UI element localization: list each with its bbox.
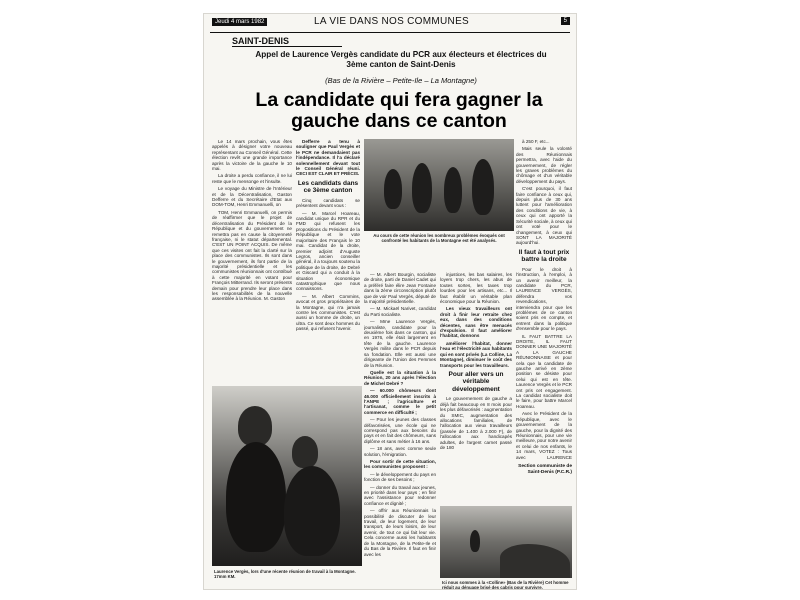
paragraph: — donner du travail aux jeunes, en priorité dans leur pays ; en finir avec l'assistance pour redonner confiance et dignité ; — [364, 484, 436, 506]
figure-silhouette — [226, 442, 286, 552]
newspaper-page — [203, 13, 577, 590]
paragraph: Pour sortir de cette situation, les communistes proposent : — [364, 459, 436, 470]
figure-silhouette — [412, 163, 432, 213]
paragraph: TOM, Henri Emmanuelli, on permis de réaffirmer que le projet de décentralisation du Président de la République et du gouvernement ne remettra pas en cause la citoyenneté française, ni le statut départemental. C'EST UN POINT ACQUIS. De même que ces visites ont fait la clarté sur la place des communistes. Ils sont dans le gouvernement, ils font partie de la majorité présidentielle et les communistes réunionnais ont contribué à cette majorité en votant pour François Mitterrand. Ils seront présents demain pour prendre leur place dans les responsabilités de la nouvelle assemblée à la Réunion. M. Gaston — [212, 209, 292, 302]
figure-silhouette — [472, 159, 494, 215]
paragraph: La droite a perdu confiance, il ne lui reste que le mensonge et l'insulte. — [212, 173, 292, 184]
paragraph: Mais seule la volonté des Réunionnais permettra, avec l'aide du gouvernement, de régler les graves problèmes du chômage et d'un véritable développement du pays. — [516, 146, 572, 184]
figure-silhouette — [444, 167, 462, 213]
figure-silhouette — [384, 169, 402, 209]
article-signature: Section communiste de Saint-Denis (P.C.R.) — [518, 464, 572, 475]
photo-caption: Au cours de cette réunion les nombreux problèmes évoqués ont confronté les habitants de la Montagne est été analysés. — [373, 233, 505, 243]
figure-silhouette — [470, 530, 480, 552]
paragraph: Quelle est la situation à la Réunion, 20 ans après l'élection de Michel Debré ? — [364, 369, 436, 386]
photo-caption: Ici nous sommes à la «Colline» (Bas de la Rivière) Cet homme réduit au dénuage brisé des cabris pour survivre. — [442, 580, 569, 590]
subhead-battre-droite: Il faut à tout prix battre la droite — [518, 248, 570, 264]
paragraph: Le gouvernement de gauche a déjà fait beaucoup en 8 mois pour les plus défavorisés : augmentation du SMIC, augmentation des allocations familiales, de l'allocation aux vieux travailleurs (passée de 1.400 à 2.000 F), de l'allocation aux handicapés adultes, de l'argent carnet passé de 180 — [440, 396, 512, 451]
paragraph: — offrir aux Réunionnais la possibilité de discuter de leur travail, de leur logement, de leur transport, de leurs loisirs, de leur avenir, de tout ce qui fait leur vie. Cela concerne aussi les habitants de la Montagne, de la Petite-Ile et du Bas de la Rivière. Il faut en finir avec les — [364, 508, 436, 557]
section-label: SAINT-DENIS — [232, 36, 290, 46]
paragraph: — 18 ans, avec comme seule solution, l'émigration. — [364, 446, 436, 457]
figure-silhouette — [284, 466, 340, 556]
photo-colline-landscape — [440, 506, 572, 578]
article-headline: La candidate qui fera gagner la gauche dans ce canton — [255, 89, 543, 132]
paragraph: améliorer l'habitat, donner l'eau et l'électricité aux habitants qui en sont privés (La Colline, La Montagne), diminuer le coût des transports pour les travailleurs. — [440, 340, 512, 368]
paragraph: — 60.000 chômeurs dont 46.000 officiellement inscrits à l'ANPE ; l'agriculture et l'artisanat, comme le petit commerce en difficulté ; — [364, 388, 436, 415]
paragraph: Le voyage du Ministre de l'Intérieur et de la Décentralisation, Gaston Defferre et du Secrétaire d'Etat aux DOM-TOM, Henri Emmanuelli, on — [212, 186, 292, 208]
subhead-development: Pour aller vers un véritable développement — [448, 370, 504, 393]
article-subkicker: (Bas de la Rivière – Petite-Ile – La Montagne) — [325, 76, 477, 85]
paragraph: C'est pourquoi, il faut faire confiance à ceux qui, depuis plus de 30 ans luttent pour l'amélioration des conditions de vie, à ceux qui ont apporté la Sécurité sociale, à ceux qui ont voté pour le changement, à ceux qui SONT LA MAJORITÉ aujourd'hui. — [516, 186, 572, 246]
rock-silhouette — [500, 544, 570, 578]
figure-silhouette — [292, 436, 318, 468]
subhead-candidates: Les candidats dans ce 3ème canton — [297, 179, 359, 195]
paragraph: — le développement du pays en fonction de ses besoins ; — [364, 471, 436, 483]
photo-caption: Laurence Vergès, lors d'une récente réunion de travail à la Montagne. 17mm KM. — [214, 569, 356, 579]
paragraph: IL FAUT BATTRE LA DROITE, IL FAUT DONNER UNE MAJORITÉ A LA GAUCHE RÉUNIONNAISE et pour cela que la candidate de gauche arrivé en 2ème position se désiste pour celui qui est en tête. Laurence Vergès et le PCR ont pris cet engagement. La candidat socialiste doit le faire, pour battre Marcel Hoareau. — [516, 333, 572, 409]
paragraph: — Pour les jeunes des classes défavorisées, une école qui ne correspond pas aux besoins du pays et en fait des chômeurs, sans diplôme et sans métier à 16 ans. — [364, 417, 436, 444]
paragraph: à 250 F, etc... — [522, 139, 550, 144]
paragraph: Avec le Président de la République, avec le gouvernement de la gauche, pour la dignité des Réunionnais, pour une vie meilleure, pour notre avenir et celui de nos enfants, le 14 mars, VOTEZ : Tous avec LAURENCE — [516, 411, 572, 459]
page-number: 5 — [561, 17, 570, 25]
paragraph: Le 14 mars prochain, vous êtes appelés à désigner votre nouveau représentant au Conseil Général. Cette élection revêt une grande importance après la victoire de la gauche le 10 mai. — [212, 139, 292, 172]
paragraph: — Mme Laurence Vergès, journaliste, candidate pour la deuxième fois dans ce canton, qui en 1976, elle était largement en tête de la gauche. Laurence Vergès milite dans le PCR depuis sa fondation. Elle est aussi une dirigeante de l'Union des Femmes de la Réunion. — [364, 319, 436, 368]
section-rule — [232, 46, 342, 47]
article-column-4 — [440, 272, 512, 500]
paragraph: — M. Marcel Hoareau, candidat unique du RPR et du FMD qui refusent les propositions du Président de la République et le vote majoritaire des Français le 10 mai. Candidat de la droite, premier adjoint d'Auguste Legros, ancien conseiller général, il a toujours soutenu la politique de la droite, de Debré et Giscard qui a conduit à la situation économique catastrophique que nous connaissons. — [296, 210, 360, 292]
photo-candidate-meeting — [212, 386, 362, 566]
paragraph: — M. Albert Commins, avocat et gros propriétaires de la Montagne, qui n'a jamais contre les communistes. C'est aussi un homme de droite, un ultra. Ce sont deux hommes du passé, qui refusent l'avenir. — [296, 293, 360, 332]
paragraph: injustices, les bas salaires, les loyers trop chers, les abus de toutes sortes, les taxes trop lourdes pour les artisans, etc... Il faut établir un véritable plan économique pour la Réunion. — [440, 272, 512, 305]
figure-silhouette — [238, 406, 272, 446]
paragraph: Pour le droit à l'instruction, à l'emploi, à un avenir meilleur, la candidate du PCR, LAURENCE VERGÈS, défendra vos revendications, interviendra pour que les problèmes de ce canton soient pris en compte, et entrent dans la politique d'ensemble pour le pays. — [516, 266, 572, 332]
photo-meeting-group — [364, 139, 514, 231]
header-rule — [210, 32, 570, 33]
paragraph: — M. Mickaël Narivet, candidat du Parti socialiste. — [364, 306, 436, 317]
paragraph: Cinq candidats se présentent devant vous : — [296, 197, 360, 209]
article-column-2 — [296, 139, 360, 384]
article-column-3 — [364, 272, 436, 572]
article-column-1 — [212, 139, 292, 384]
header-date: Jeudi 4 mars 1982 — [212, 18, 267, 26]
header-section-title: LA VIE DANS NOS COMMUNES — [314, 16, 470, 27]
paragraph: Defferre a tenu à souligner que Paul Vergès et le PCR ne demandaient pas l'indépendance. Il l'a déclaré solennellement devant tout le Conseil Général réuni. CECI EST CLAIR ET PRÉCIS. — [296, 139, 360, 177]
paragraph: Les vieux travailleurs ont droit à finir leur retraite chez eux, dans des conditions décentes, sans être menacés d'expulsion. Il faut améliorer l'habitat, donnons — [440, 306, 512, 339]
article-column-5 — [516, 139, 572, 459]
paragraph: — M. Albert Bourgin, socialiste de droite, parti de Daniel Cadet qui a préféré faire élire Jean Fontaine dans la 2ème circonscription plutôt que de voir Paul Vergès, député de la majorité présidentielle. — [364, 272, 436, 305]
article-kicker: Appel de Laurence Vergès candidate du PCR aux électeurs et électrices du 3ème canton de Saint-Denis — [255, 50, 547, 69]
